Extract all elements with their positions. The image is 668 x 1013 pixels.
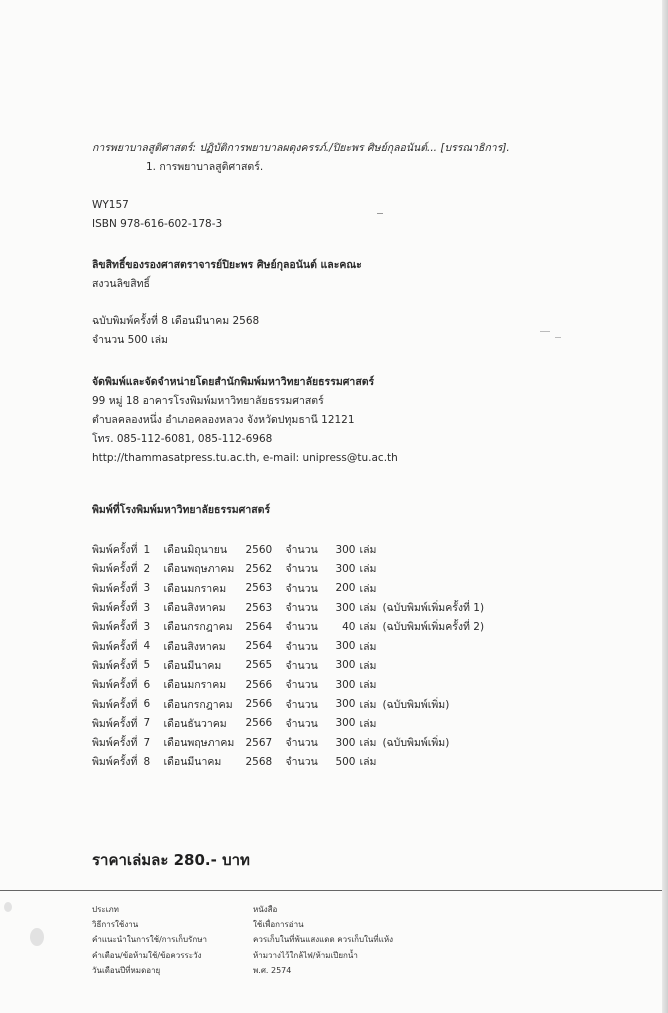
print-history-count: 300 <box>335 659 356 672</box>
print-history-no: 3 <box>143 620 151 633</box>
publisher-phone: โทร. 085-112-6081, 085-112-6968 <box>92 433 273 445</box>
print-history-label: พิมพ์ครั้งที่ <box>92 602 138 615</box>
print-history-count: 200 <box>335 582 356 595</box>
print-history-unit: เล่ม <box>359 717 377 730</box>
print-history-month: เดือนพฤษภาคม <box>163 737 235 750</box>
print-history-label: พิมพ์ครั้งที่ <box>92 563 138 576</box>
print-history-month: เดือนธันวาคม <box>163 717 227 730</box>
print-history-unit: เล่ม <box>359 737 377 750</box>
print-history-note <box>382 579 490 598</box>
product-info-value: ห้ามวางไว้ใกล้ไฟ/ห้ามเปียกน้ำ <box>253 950 358 960</box>
print-history-amount-label: จำนวน <box>285 621 318 634</box>
catalog-entry <box>92 139 510 177</box>
publisher-block <box>92 373 398 468</box>
print-history-no: 8 <box>143 755 151 768</box>
print-history-unit: เล่ม <box>359 602 377 615</box>
copyright-owner: ลิขสิทธิ์ของรองศาสตราจารย์ปิยะพร ศิษย์กุลอนันต์ และคณะ <box>92 259 362 271</box>
print-history-year: 2564 <box>245 640 273 653</box>
print-history-year: 2562 <box>245 562 273 575</box>
print-history-amount-label: จำนวน <box>285 602 318 615</box>
print-history-row <box>92 579 490 598</box>
print-history-note: (ฉบับพิมพ์เพิ่มครั้งที่ 1) <box>382 602 485 615</box>
print-history <box>92 540 490 772</box>
print-history-no: 6 <box>143 678 151 691</box>
print-history-unit: เล่ม <box>359 621 377 634</box>
print-history-year: 2568 <box>245 755 273 768</box>
print-history-count: 300 <box>335 736 356 749</box>
edition-block <box>92 312 259 350</box>
printer-heading: พิมพ์ที่โรงพิมพ์มหาวิทยาลัยธรรมศาสตร์ <box>92 504 271 516</box>
print-history-unit: เล่ม <box>359 544 377 557</box>
print-history-row <box>92 559 490 578</box>
print-history-row <box>92 656 490 675</box>
print-history-label: พิมพ์ครั้งที่ <box>92 659 138 672</box>
print-history-unit: เล่ม <box>359 679 377 692</box>
print-history-label: พิมพ์ครั้งที่ <box>92 737 138 750</box>
print-history-unit: เล่ม <box>359 582 377 595</box>
print-history-unit: เล่ม <box>359 698 377 711</box>
footer-divider <box>0 890 662 891</box>
print-history-row <box>92 694 490 713</box>
product-info-value: ควรเก็บในที่พ้นแสงแดด ควรเก็บในที่แห้ง <box>253 935 394 945</box>
print-history-count: 300 <box>335 543 356 556</box>
product-info-value: หนังสือ <box>253 905 278 914</box>
catalog-title: การพยาบาลสูติศาสตร์: ปฏิบัติการพยาบาลผดุงครรภ์./ปิยะพร ศิษย์กุลอนันต์... [บรรณาธิการ]. <box>92 142 510 154</box>
print-history-label: พิมพ์ครั้งที่ <box>92 756 138 769</box>
print-history-row <box>92 733 490 752</box>
print-history-note: (ฉบับพิมพ์เพิ่ม) <box>382 698 450 711</box>
print-history-year: 2566 <box>245 717 273 730</box>
print-history-month: เดือนพฤษภาคม <box>163 563 235 576</box>
product-info-label: คำแนะนำในการใช้/การเก็บรักษา <box>92 935 207 945</box>
print-history-amount-label: จำนวน <box>285 640 318 653</box>
print-history-note <box>382 559 490 578</box>
print-history-note <box>382 675 490 694</box>
print-history-month: เดือนสิงหาคม <box>163 602 226 615</box>
print-history-no: 7 <box>143 736 151 749</box>
print-history-count: 300 <box>335 698 356 711</box>
print-history-month: เดือนมกราคม <box>163 679 227 692</box>
print-history-note <box>382 714 490 733</box>
print-history-amount-label: จำนวน <box>285 544 318 557</box>
print-history-amount-label: จำนวน <box>285 737 318 750</box>
print-history-year: 2566 <box>245 698 273 711</box>
print-history-month: เดือนมิถุนายน <box>163 544 228 557</box>
print-history-year: 2563 <box>245 582 273 595</box>
print-history-note <box>382 752 490 771</box>
print-history-no: 2 <box>143 562 151 575</box>
product-info-values <box>253 902 393 978</box>
print-history-no: 6 <box>143 698 151 711</box>
print-history-count: 40 <box>342 620 356 633</box>
print-history-count: 300 <box>335 678 356 691</box>
print-history-row <box>92 636 490 655</box>
print-history-count: 500 <box>335 755 356 768</box>
print-history-amount-label: จำนวน <box>285 563 318 576</box>
print-history-count: 300 <box>335 717 356 730</box>
print-history-note: (ฉบับพิมพ์เพิ่ม) <box>382 737 450 750</box>
print-history-month: เดือนกรกฎาคม <box>163 621 233 634</box>
print-history-row <box>92 752 490 771</box>
print-history-amount-label: จำนวน <box>285 659 318 672</box>
print-history-note: (ฉบับพิมพ์เพิ่มครั้งที่ 2) <box>382 621 485 634</box>
print-history-month: เดือนมีนาคม <box>163 756 222 769</box>
print-history-month: เดือนสิงหาคม <box>163 640 226 653</box>
edition-line: ฉบับพิมพ์ครั้งที่ 8 เดือนมีนาคม 2568 <box>92 315 260 327</box>
stray-mark <box>540 331 550 332</box>
print-history-note <box>382 636 490 655</box>
print-history-no: 3 <box>143 582 151 595</box>
print-history-unit: เล่ม <box>359 640 377 653</box>
print-history-no: 5 <box>143 659 151 672</box>
print-history-month: เดือนมกราคม <box>163 582 227 595</box>
product-info-label: คำเตือน/ข้อห้ามใช้/ข้อควรระวัง <box>92 950 202 960</box>
print-history-row <box>92 675 490 694</box>
print-history-label: พิมพ์ครั้งที่ <box>92 679 138 692</box>
call-number: WY157 <box>92 199 129 211</box>
print-history-label: พิมพ์ครั้งที่ <box>92 544 138 557</box>
publisher-heading: จัดพิมพ์และจัดจำหน่ายโดยสำนักพิมพ์มหาวิทยาลัยธรรมศาสตร์ <box>92 376 375 388</box>
print-history-amount-label: จำนวน <box>285 582 318 595</box>
product-info-label: วันเดือนปีที่หมดอายุ <box>92 965 161 975</box>
product-info-label: วิธีการใช้งาน <box>92 920 139 930</box>
print-history-month: เดือนกรกฎาคม <box>163 698 233 711</box>
print-history-row <box>92 540 490 559</box>
printer-block <box>92 501 270 520</box>
print-history-month: เดือนมีนาคม <box>163 659 222 672</box>
print-history-count: 300 <box>335 640 356 653</box>
print-history-year: 2566 <box>245 678 273 691</box>
publisher-web-email: http://thammasatpress.tu.ac.th, e-mail: unipress@tu.ac.th <box>92 452 398 464</box>
print-history-count: 300 <box>335 562 356 575</box>
print-history-amount-label: จำนวน <box>285 717 318 730</box>
stray-mark <box>377 213 383 214</box>
isbn: ISBN 978-616-602-178-3 <box>92 218 223 230</box>
publisher-address-line-1: 99 หมู่ 18 อาคารโรงพิมพ์มหาวิทยาลัยธรรมศาสตร์ <box>92 395 324 407</box>
print-history-table <box>92 540 490 772</box>
print-history-label: พิมพ์ครั้งที่ <box>92 582 138 595</box>
publisher-address-line-2: ตำบลคลองหนึ่ง อำเภอคลองหลวง จังหวัดปทุมธานี 12121 <box>92 414 355 426</box>
print-history-label: พิมพ์ครั้งที่ <box>92 698 138 711</box>
page-edge-shadow <box>662 0 668 1013</box>
print-history-no: 1 <box>143 543 151 556</box>
product-info-value: พ.ศ. 2574 <box>253 965 292 975</box>
print-history-label: พิมพ์ครั้งที่ <box>92 717 138 730</box>
price: ราคาเล่มละ 280.- บาท <box>92 851 250 869</box>
print-history-note <box>382 656 490 675</box>
print-history-no: 4 <box>143 640 151 653</box>
print-history-year: 2560 <box>245 543 273 556</box>
print-history-label: พิมพ์ครั้งที่ <box>92 621 138 634</box>
print-history-year: 2563 <box>245 601 273 614</box>
product-info-value: ใช้เพื่อการอ่าน <box>253 920 304 930</box>
catalog-codes <box>92 196 222 234</box>
print-history-amount-label: จำนวน <box>285 756 318 769</box>
print-history-row <box>92 617 490 636</box>
print-history-year: 2564 <box>245 620 273 633</box>
page-smudge <box>4 902 12 912</box>
print-history-year: 2565 <box>245 659 273 672</box>
print-history-no: 7 <box>143 717 151 730</box>
print-history-label: พิมพ์ครั้งที่ <box>92 640 138 653</box>
rights-reserved: สงวนลิขสิทธิ์ <box>92 278 150 290</box>
print-history-unit: เล่ม <box>359 756 377 769</box>
print-history-no: 3 <box>143 601 151 614</box>
catalog-subject: 1. การพยาบาลสูติศาสตร์. <box>146 161 264 173</box>
print-history-count: 300 <box>335 601 356 614</box>
product-info-labels <box>92 902 207 978</box>
print-history-unit: เล่ม <box>359 659 377 672</box>
product-info-label: ประเภท <box>92 905 119 914</box>
print-history-row <box>92 714 490 733</box>
print-history-unit: เล่ม <box>359 563 377 576</box>
print-history-year: 2567 <box>245 736 273 749</box>
edition-copies: จำนวน 500 เล่ม <box>92 334 168 346</box>
print-history-note <box>382 540 490 559</box>
stray-mark <box>555 337 561 338</box>
print-history-amount-label: จำนวน <box>285 679 318 692</box>
page-smudge <box>30 928 44 946</box>
print-history-row <box>92 598 490 617</box>
copyright-block <box>92 256 362 294</box>
print-history-amount-label: จำนวน <box>285 698 318 711</box>
